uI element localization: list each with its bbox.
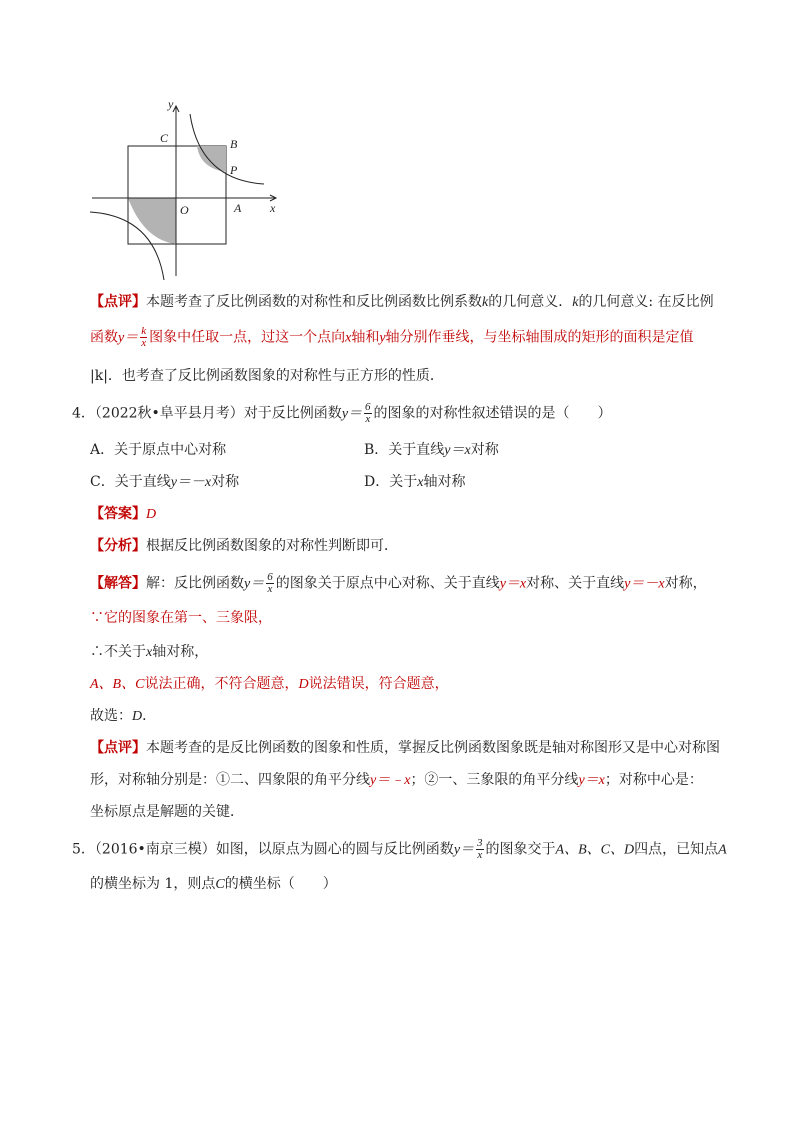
- q5-stem-line-2: 的横坐标为 1，则点C的横坐标（ ）: [90, 876, 337, 892]
- q5-stem-line-1: 5．（2016•南京三模）如图，以原点为圆心的圆与反比例函数y＝ $\frac{3}{x}$ 的图象交于A、B、C、D四点，已知点A: [72, 837, 727, 861]
- review-tag: 【点评】: [90, 294, 146, 310]
- label-y: y: [168, 97, 174, 111]
- q4-analysis: 【分析】根据反比例函数图象的对称性判断即可．: [90, 538, 398, 554]
- q4-option-a: A．关于原点中心对称: [90, 442, 227, 458]
- q4-solution-line-2: ∵它的图象在第一、三象限，: [90, 610, 272, 626]
- label-B: B: [230, 137, 238, 151]
- q4-review-line-3: 坐标原点是解题的关键．: [90, 804, 244, 820]
- q3-review-line-2: 函数y＝ $\frac{k}{x}$ 图象中任取一点，过这一个点向x轴和y轴分别作垂线，与坐标轴围成的矩形的面积是定值: [90, 325, 694, 349]
- label-x: x: [270, 201, 276, 215]
- coordinate-figure: [84, 94, 284, 282]
- hyperbola-branch-1: [190, 114, 264, 184]
- q4-option-d: D．关于x轴对称: [364, 474, 466, 490]
- q4-solution-line-5: 故选：D．: [90, 708, 157, 724]
- shaded-region-lower: [128, 198, 176, 244]
- label-O: O: [180, 203, 189, 217]
- fraction-k-over-x: $\frac{k}{x}$: [141, 325, 147, 349]
- q4-solution-line-3: ∴不关于x轴对称，: [90, 644, 209, 660]
- q4-review-line-1: 【点评】本题考查的是反比例函数的图象和性质，掌握反比例函数图象既是轴对称图形又是中心对称图: [90, 740, 720, 756]
- label-A: A: [234, 201, 242, 215]
- fraction-6-over-x: $\frac{6}{x}$: [365, 401, 371, 425]
- q4-answer: 【答案】D: [90, 506, 157, 522]
- fraction-3-over-x: $\frac{3}{x}$: [477, 837, 483, 861]
- q3-review-line-1: 【点评】本题考查了反比例函数的对称性和反比例函数比例系数k的几何意义．k的几何意义: 在反比例: [90, 294, 714, 310]
- q4-option-c: C．关于直线y＝－x对称: [90, 474, 240, 490]
- q4-solution-line-1: 【解答】解：反比例函数y＝ $\frac{6}{x}$ 的图象关于原点中心对称、关于直线y＝x对称、关于直线y＝－x对称，: [90, 571, 707, 595]
- label-C: C: [160, 131, 169, 145]
- q4-stem: 4．（2022秋•阜平县月考）对于反比例函数y＝ $\frac{6}{x}$ 的图象的对称性叙述错误的是（ ）: [72, 401, 612, 425]
- q4-review-line-2: 形，对称轴分别是：①二、四象限的角平分线y＝﹣x；②一、三象限的角平分线y＝x；对称中心是：: [90, 772, 703, 788]
- label-P: P: [230, 163, 238, 177]
- q4-option-b: B．关于直线y＝x对称: [364, 442, 499, 458]
- q4-solution-line-4: A、B、C说法正确，不符合题意，D说法错误，符合题意，: [90, 676, 449, 692]
- q3-review-line-3: |k|．也考查了反比例函数图象的对称性与正方形的性质．: [90, 368, 444, 384]
